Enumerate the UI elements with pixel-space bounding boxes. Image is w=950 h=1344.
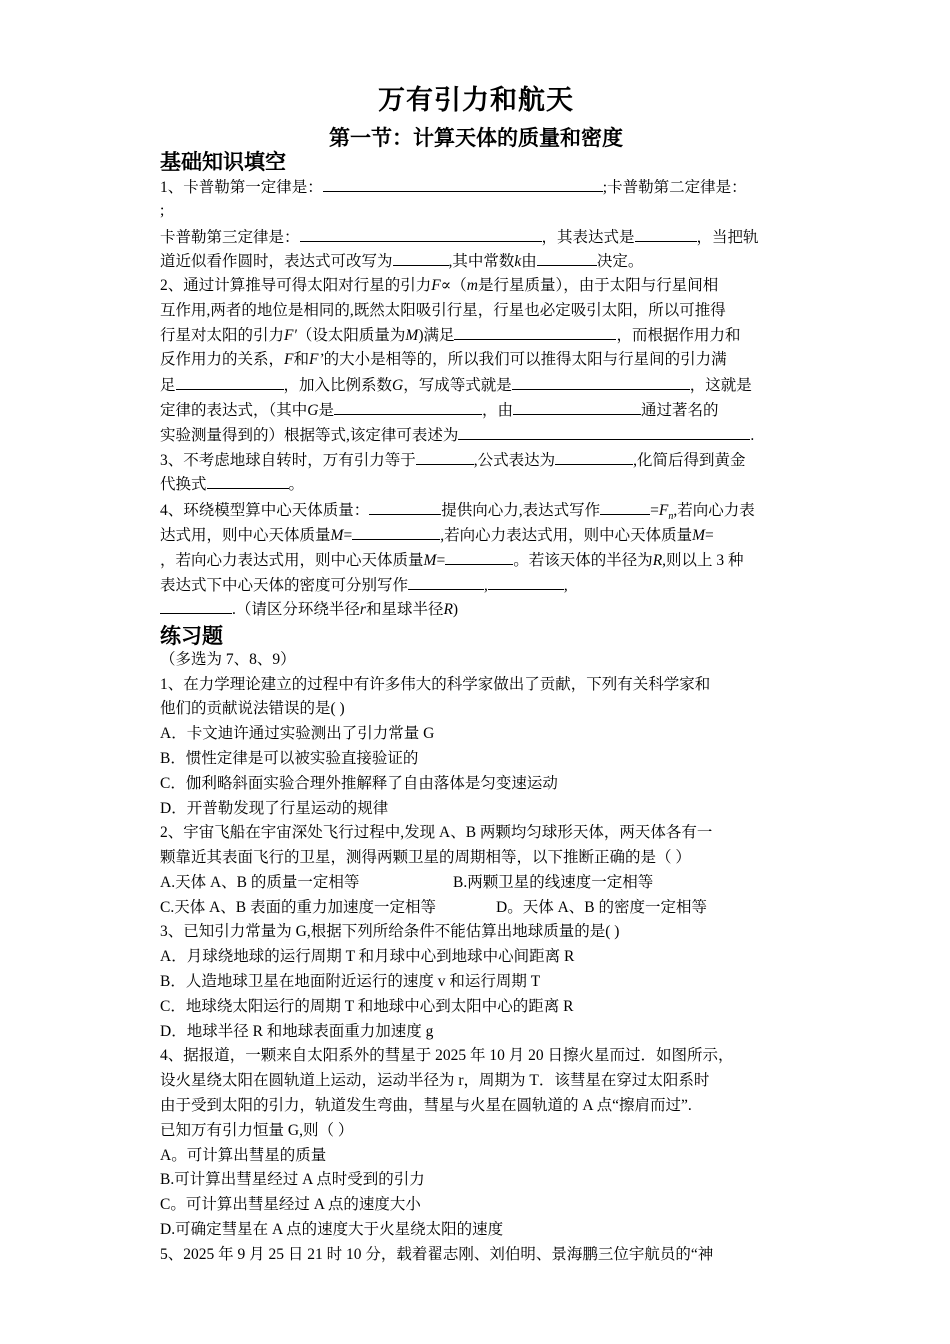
basic-q2-line6: 定律的表达式，（其中G是 ，由 通过著名的 — [160, 398, 792, 423]
exercise-q2-stem-1: 2、宇宙飞船在宇宙深处飞行过程中,发现 A、B 两颗均匀球形天体，两天体各有一 — [160, 824, 713, 841]
blank — [513, 398, 641, 415]
basic-q4-line5: .（请区分环绕半径r和星球半径R) — [160, 597, 792, 622]
exercise-q3-option-b: B．人造地球卫星在地面附近运行的速度 v 和运行周期 T — [160, 973, 541, 990]
blank — [408, 573, 484, 590]
exercise-note: （多选为 7、8、9） — [160, 651, 296, 668]
basic-q2-line5: 足 ，加入比例系数G，写成等式就是 ，这就是 — [160, 373, 792, 398]
exercise-q4-stem-4: 已知万有引力恒量 G,则（ ） — [160, 1122, 354, 1139]
exercise-q2-option-a: A.天体 A、B 的质量一定相等 — [160, 874, 360, 891]
section-heading-basic: 基础知识填空 — [160, 150, 286, 174]
basic-q1-line1: 1、卡普勒第一定律是： ;卡普勒第二定律是： — [160, 175, 792, 200]
blank — [352, 523, 440, 540]
exercise-q2-option-b: B.两颗卫星的线速度一定相等 — [453, 874, 654, 891]
blank — [300, 225, 542, 242]
basic-q4-line4: 表达式下中心天体的密度可分别写作 , , — [160, 573, 792, 598]
basic-q3-line1: 3、不考虑地球自转时，万有引力等于 ,公式表达为 ,化简后得到黄金 — [160, 448, 792, 473]
basic-q1-line4: 道近似看作圆时，表达式可改写为 ,其中常数k由 决定。 — [160, 249, 792, 274]
exercise-q4-stem-2: 设火星绕太阳在圆轨道上运动，运动半径为 r，周期为 T．该彗星在穿过太阳系时 — [160, 1072, 710, 1089]
exercise-q2-option-d: D。天体 A、B 的密度一定相等 — [496, 899, 707, 916]
blank — [445, 548, 513, 565]
basic-q2-line7: 实验测量得到的）根据等式,该定律可表述为 . — [160, 423, 792, 448]
basic-q4-line1: 4、环绕模型算中心天体质量： 提供向心力,表达式写作 $=F_n$,若向心力表 — [160, 498, 792, 529]
blank — [600, 498, 650, 515]
basic-q1-line2: ; — [160, 202, 165, 219]
blank — [176, 373, 284, 390]
blank — [160, 597, 232, 614]
page-subtitle: 第一节：计算天体的质量和密度 — [329, 126, 623, 150]
exercise-q1-stem-1: 1、在力学理论建立的过程中有许多伟大的科学家做出了贡献，下列有关科学家和 — [160, 676, 711, 693]
basic-q2-line1: 2、通过计算推导可得太阳对行星的引力F∝（m是行星质量），由于太阳与行星间相 — [160, 277, 719, 294]
exercise-q2-option-c: C.天体 A、B 表面的重力加速度一定相等 — [160, 899, 436, 916]
basic-q1-line3: 卡普勒第三定律是： ，其表达式是 ，当把轨 — [160, 225, 792, 250]
section-heading-exercise: 练习题 — [160, 624, 223, 648]
blank — [416, 448, 474, 465]
exercise-q1-option-a: A．卡文迪许通过实验测出了引力常量 G — [160, 725, 435, 742]
basic-q4-line2: 达式用，则中心天体质量M= ,若向心力表达式用，则中心天体质量M= — [160, 523, 792, 548]
blank — [323, 175, 603, 192]
blank — [454, 323, 616, 340]
exercise-q2-stem-2: 颗靠近其表面飞行的卫星，测得两颗卫星的周期相等，以下推断正确的是（ ） — [160, 849, 691, 866]
exercise-q2-options-ab — [160, 871, 792, 895]
basic-q2-line3: 行星对太阳的引力F′（设太阳质量为M)满足 ，而根据作用力和 — [160, 323, 792, 348]
blank — [635, 225, 697, 242]
blank — [369, 498, 441, 515]
blank — [555, 448, 633, 465]
exercise-q4-stem-3: 由于受到太阳的引力，轨道发生弯曲，彗星与火星在圆轨道的 A 点“擦肩而过”. — [160, 1097, 692, 1114]
exercise-q3-stem: 3、已知引力常量为 G,根据下列所给条件不能估算出地球质量的是( ) — [160, 923, 620, 940]
exercise-q4-stem-1: 4、据报道，一颗来自太阳系外的彗星于 2025 年 10 月 20 日擦火星而过．如图所示， — [160, 1047, 734, 1064]
blank — [334, 398, 482, 415]
exercise-q1-option-d: D．开普勒发现了行星运动的规律 — [160, 800, 389, 817]
exercise-q1-option-b: B．惯性定律是可以被实验直接验证的 — [160, 750, 419, 767]
basic-q2-line2: 互作用,两者的地位是相同的,既然太阳吸引行星，行星也必定吸引太阳，所以可推得 — [160, 302, 726, 319]
basic-q3-line2: 代换式 。 — [160, 472, 792, 497]
exercise-q1-stem-2: 他们的贡献说法错误的是( ) — [160, 700, 345, 717]
exercise-q3-option-c: C．地球绕太阳运行的周期 T 和地球中心到太阳中心的距离 R — [160, 998, 574, 1015]
exercise-q2-options-cd — [160, 896, 792, 920]
blank — [488, 573, 564, 590]
blank — [207, 472, 289, 489]
exercise-q1-option-c: C．伽利略斜面实验合理外推解释了自由落体是匀变速运动 — [160, 775, 558, 792]
exercise-q4-option-a: A。可计算出彗星的质量 — [160, 1147, 327, 1164]
exercise-q5-stem-1: 5、2025 年 9 月 25 日 21 时 10 分，载着翟志刚、刘伯明、景海鹏三位宇航员的“神 — [160, 1246, 714, 1263]
exercise-q4-option-c: C。可计算出彗星经过 A 点的速度大小 — [160, 1196, 421, 1213]
basic-q4-line3: ，若向心力表达式用，则中心天体质量M= 。若该天体的半径为R,则以上 3 种 — [160, 548, 792, 573]
exercise-q3-option-d: D．地球半径 R 和地球表面重力加速度 g — [160, 1023, 434, 1040]
page-title: 万有引力和航天 — [378, 85, 574, 116]
exercise-q3-option-a: A．月球绕地球的运行周期 T 和月球中心到地球中心间距离 R — [160, 948, 575, 965]
basic-q2-line4: 反作用力的关系，F和F’的大小是相等的，所以我们可以推得太阳与行星间的引力满 — [160, 351, 727, 368]
exercise-q4-option-d: D.可确定彗星在 A 点的速度大于火星绕太阳的速度 — [160, 1221, 504, 1238]
exercise-q4-option-b: B.可计算出彗星经过 A 点时受到的引力 — [160, 1171, 425, 1188]
blank — [393, 249, 449, 266]
blank — [512, 373, 690, 390]
blank — [537, 249, 597, 266]
blank — [458, 423, 750, 440]
